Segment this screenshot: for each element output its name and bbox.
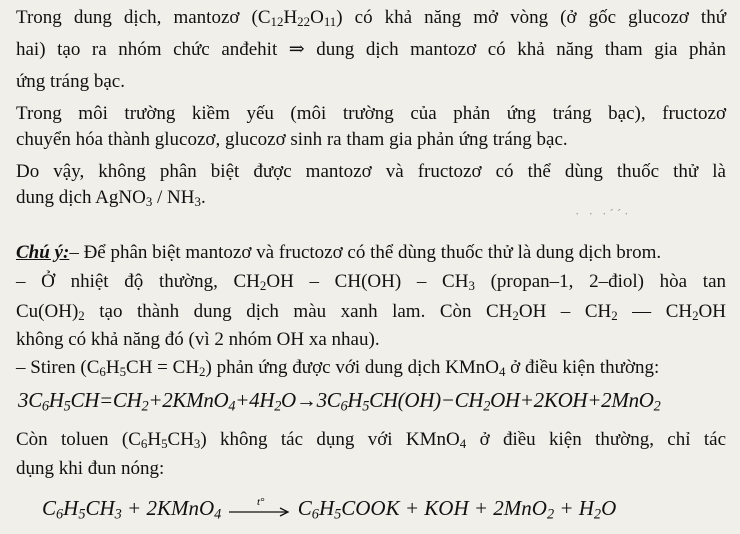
arrow-label: t° <box>256 495 264 508</box>
note-line4: không có khả năng đó (vì 2 nhóm OH xa nhau). <box>16 329 380 350</box>
p2-line2: chuyển hóa thành glucozơ, glucozơ sinh ra tham gia phản ứng tráng bạc. <box>16 129 568 150</box>
equation-2: $C_6H_5CH_3$ + 2KMnO$_4$ t° $C_6H_5COOK$ + KOH + $2MnO_2 + H_2O$ <box>42 494 616 526</box>
note-line1 <box>16 241 661 265</box>
p1-line2: hai) tạo ra nhóm chức anđehit ⇒ dung dịch mantozơ có khả năng tham gia phản <box>16 39 726 60</box>
note-line6: Còn toluen $(C_6H_5CH_3)$ không tác dụng với KMnO$_4$ ở điều kiện thường, chỉ tác <box>16 429 727 452</box>
equation-1: $3C_6H_5CH=CH_2+2KMnO_4+4H_2O\to 3C_6H_5CH(OH)-CH_2OH+2KOH+2MnO_2$ <box>18 388 661 415</box>
p1-text-a: Trong dung dịch, mantozơ $(C_{12}H_{22}O_{11})$ có khả năng mở vòng (ở gốc glucozơ thứ <box>16 7 727 30</box>
reaction-arrow-icon <box>227 495 293 526</box>
note-line5: – Stiren $(C_6H_5CH = CH_2)$ phản ứng được với dung dịch KMnO$_4$ ở điều kiện thường: <box>16 357 660 380</box>
note-line1-text: – Để phân biệt mantozơ và fructozơ có thể dùng thuốc thử là dung dịch brom. <box>69 242 662 263</box>
note-line7: dụng khi đun nóng: <box>16 458 165 479</box>
p1-line3: ứng tráng bạc. <box>16 71 125 92</box>
note-line3: $Cu(OH)_2$ tạo thành dung dịch màu xanh lam. Còn $CH_2OH - CH_2$ — $CH_2OH$ <box>16 301 726 324</box>
note-label: Chú ý: <box>16 242 70 263</box>
note-line2: – Ở nhiệt độ thường, $CH_2OH - CH(OH) - CH_3$ (propan–1, 2–điol) hòa tan <box>16 271 726 294</box>
scan-speckle: · · ·´´· <box>575 206 632 221</box>
p3-line1: Do vậy, không phân biệt được mantozơ và fructozơ có thể dùng thuốc thử là <box>16 161 726 182</box>
p3-line2: dung dịch AgNO$_3$ / $NH_3$. <box>16 187 206 210</box>
p1-line1 <box>16 6 726 30</box>
p2-line1: Trong môi trường kiềm yếu (môi trường của phản ứng tráng bạc), fructozơ <box>16 103 726 124</box>
